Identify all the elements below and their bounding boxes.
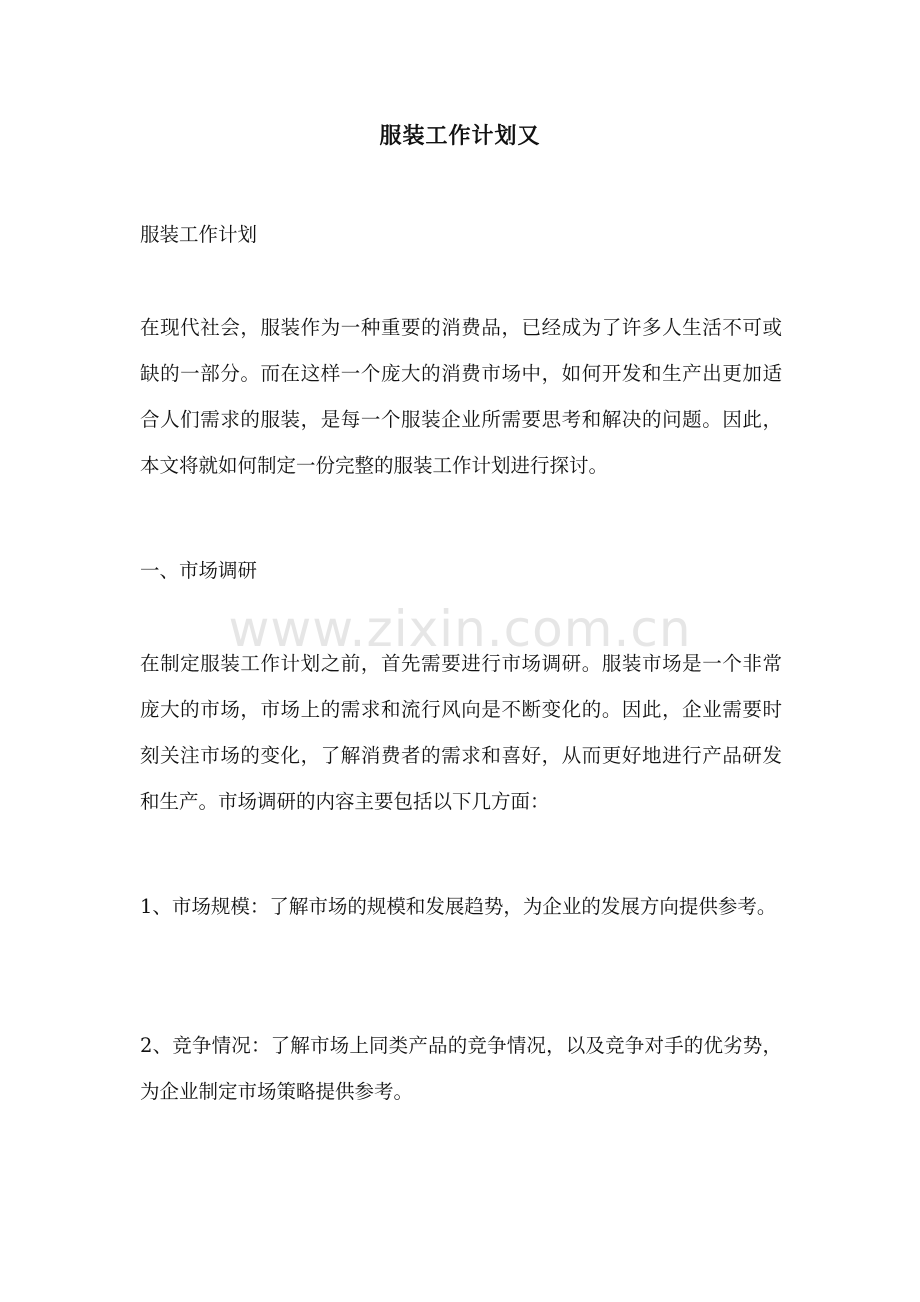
site-watermark: www.zixin.com.cn xyxy=(228,600,692,658)
document-title: 服装工作计划又 xyxy=(379,123,541,149)
list-item-competition: 2、竞争情况：了解市场上同类产品的竞争情况，以及竞争对手的优劣势，为企业制定市场策略提供参考。 xyxy=(140,1034,782,1103)
section-1-heading: 一、市场调研 xyxy=(140,559,258,582)
list-item-market-size: 1、市场规模：了解市场的规模和发展趋势，为企业的发展方向提供参考。 xyxy=(140,895,777,918)
intro-paragraph: 在现代社会，服装作为一种重要的消费品，已经成为了许多人生活不可或缺的一部分。而在这样一个庞大的消费市场中，如何开发和生产出更加适合人们需求的服装，是每一个服装企业所需要思考和解决的问题。因此，本文将就如何制定一份完整的服装工作计划进行探讨。 xyxy=(140,316,782,477)
section-1-paragraph: 在制定服装工作计划之前，首先需要进行市场调研。服装市场是一个非常庞大的市场，市场上的需求和流行风向是不断变化的。因此，企业需要时刻关注市场的变化，了解消费者的需求和喜好，从而更好地进行产品研发和生产。市场调研的内容主要包括以下几方面： xyxy=(140,652,782,813)
intro-heading: 服装工作计划 xyxy=(140,223,258,246)
